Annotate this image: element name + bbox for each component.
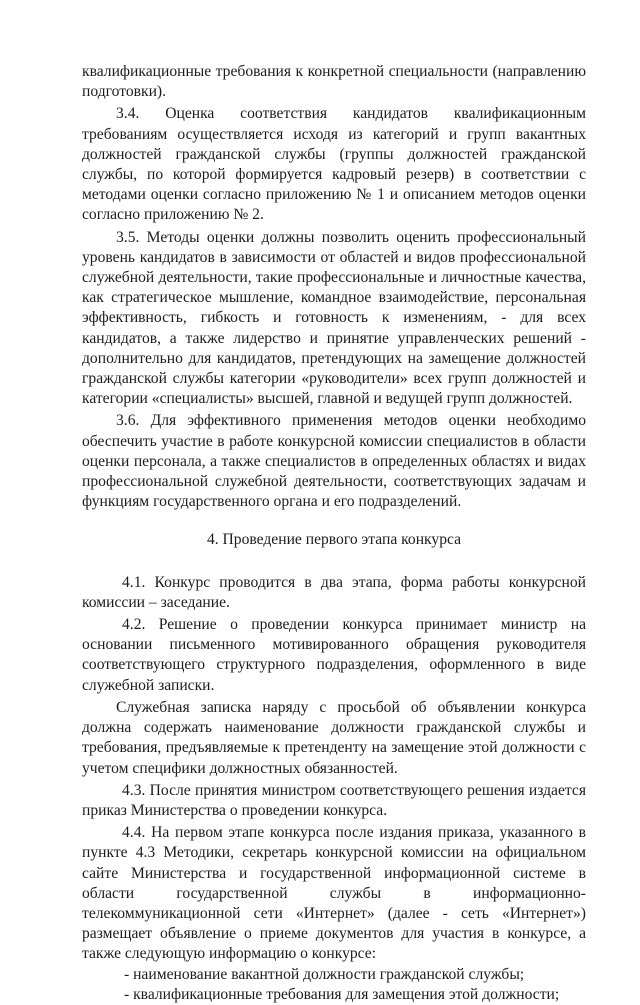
paragraph-4-3: 4.3. После принятия министром соответствующего решения издается приказ Министерства о проведении конкурса. — [82, 781, 586, 819]
paragraph-memo: Служебная записка наряду с просьбой об объявлении конкурса должна содержать наименование должности гражданской службы и требования, предъявляемые к претенденту на замещение этой должности с учетом специфики должностных обязанностей. — [82, 698, 586, 777]
paragraph-3-6: 3.6. Для эффективного применения методов оценки необходимо обеспечить участие в работе конкурсной комиссии специалистов в области оценки персонала, а также специалистов в определенных областях и видах профессиональной служебной деятельности, соответствующих задачам и функциям государственного органа и его подразделений. — [82, 412, 586, 511]
paragraph-4-2: 4.2. Решение о проведении конкурса принимает министр на основании письменного мотивированного обращения руководителя соответствующего структурного подразделения, оформленного в виде служебной записки. — [82, 616, 586, 694]
paragraph-3-4: 3.4. Оценка соответствия кандидатов квалификационным требованиям осуществляется исходя из категорий и групп вакантных должностей гражданской службы (группы должностей гражданской службы, по которой формируется кадровый резерв) в соответствии с методами оценки согласно приложению № 1 и описанием методов оценки согласно приложению № 2. — [82, 105, 586, 224]
paragraph-continuation: квалификационные требования к конкретной специальности (направлению подготовки). — [82, 63, 586, 101]
list-item: - квалификационные требования для замещения этой должности; — [124, 985, 560, 1003]
paragraph-4-1: 4.1. Конкурс проводится в два этапа, форма работы конкурсной комиссии – заседание. — [82, 573, 586, 611]
paragraph-4-4: 4.4. На первом этапе конкурса после издания приказа, указанного в пункте 4.3 Методики, секретарь конкурсной комиссии на официальном сайте Министерства и государственной информационной системе в области государственной службы в информационно-телекоммуникационной сети «Интернет» (далее - сеть «Интернет») размещает объявление о приеме документов для участия в конкурсе, а также следующую информацию о конкурсе: — [82, 824, 586, 963]
list-item: - наименование вакантной должности гражданской службы; — [124, 965, 525, 983]
paragraph-3-5: 3.5. Методы оценки должны позволить оценить профессиональный уровень кандидатов в зависимости от областей и видов профессиональной служебной деятельности, такие профессиональные и личностные качества, как стратегическое мышление, командное взаимодействие, персональная эффективность, гибкость и готовность к изменениям, - для всех кандидатов, а также лидерство и принятие управленческих решений - дополнительно для кандидатов, претендующих на замещение должностей гражданской службы категории «руководители» всех групп должностей и категории «специалисты» высшей, главной и ведущей групп должностей. — [82, 228, 586, 408]
section-heading: 4. Проведение первого этапа конкурса — [206, 531, 462, 549]
